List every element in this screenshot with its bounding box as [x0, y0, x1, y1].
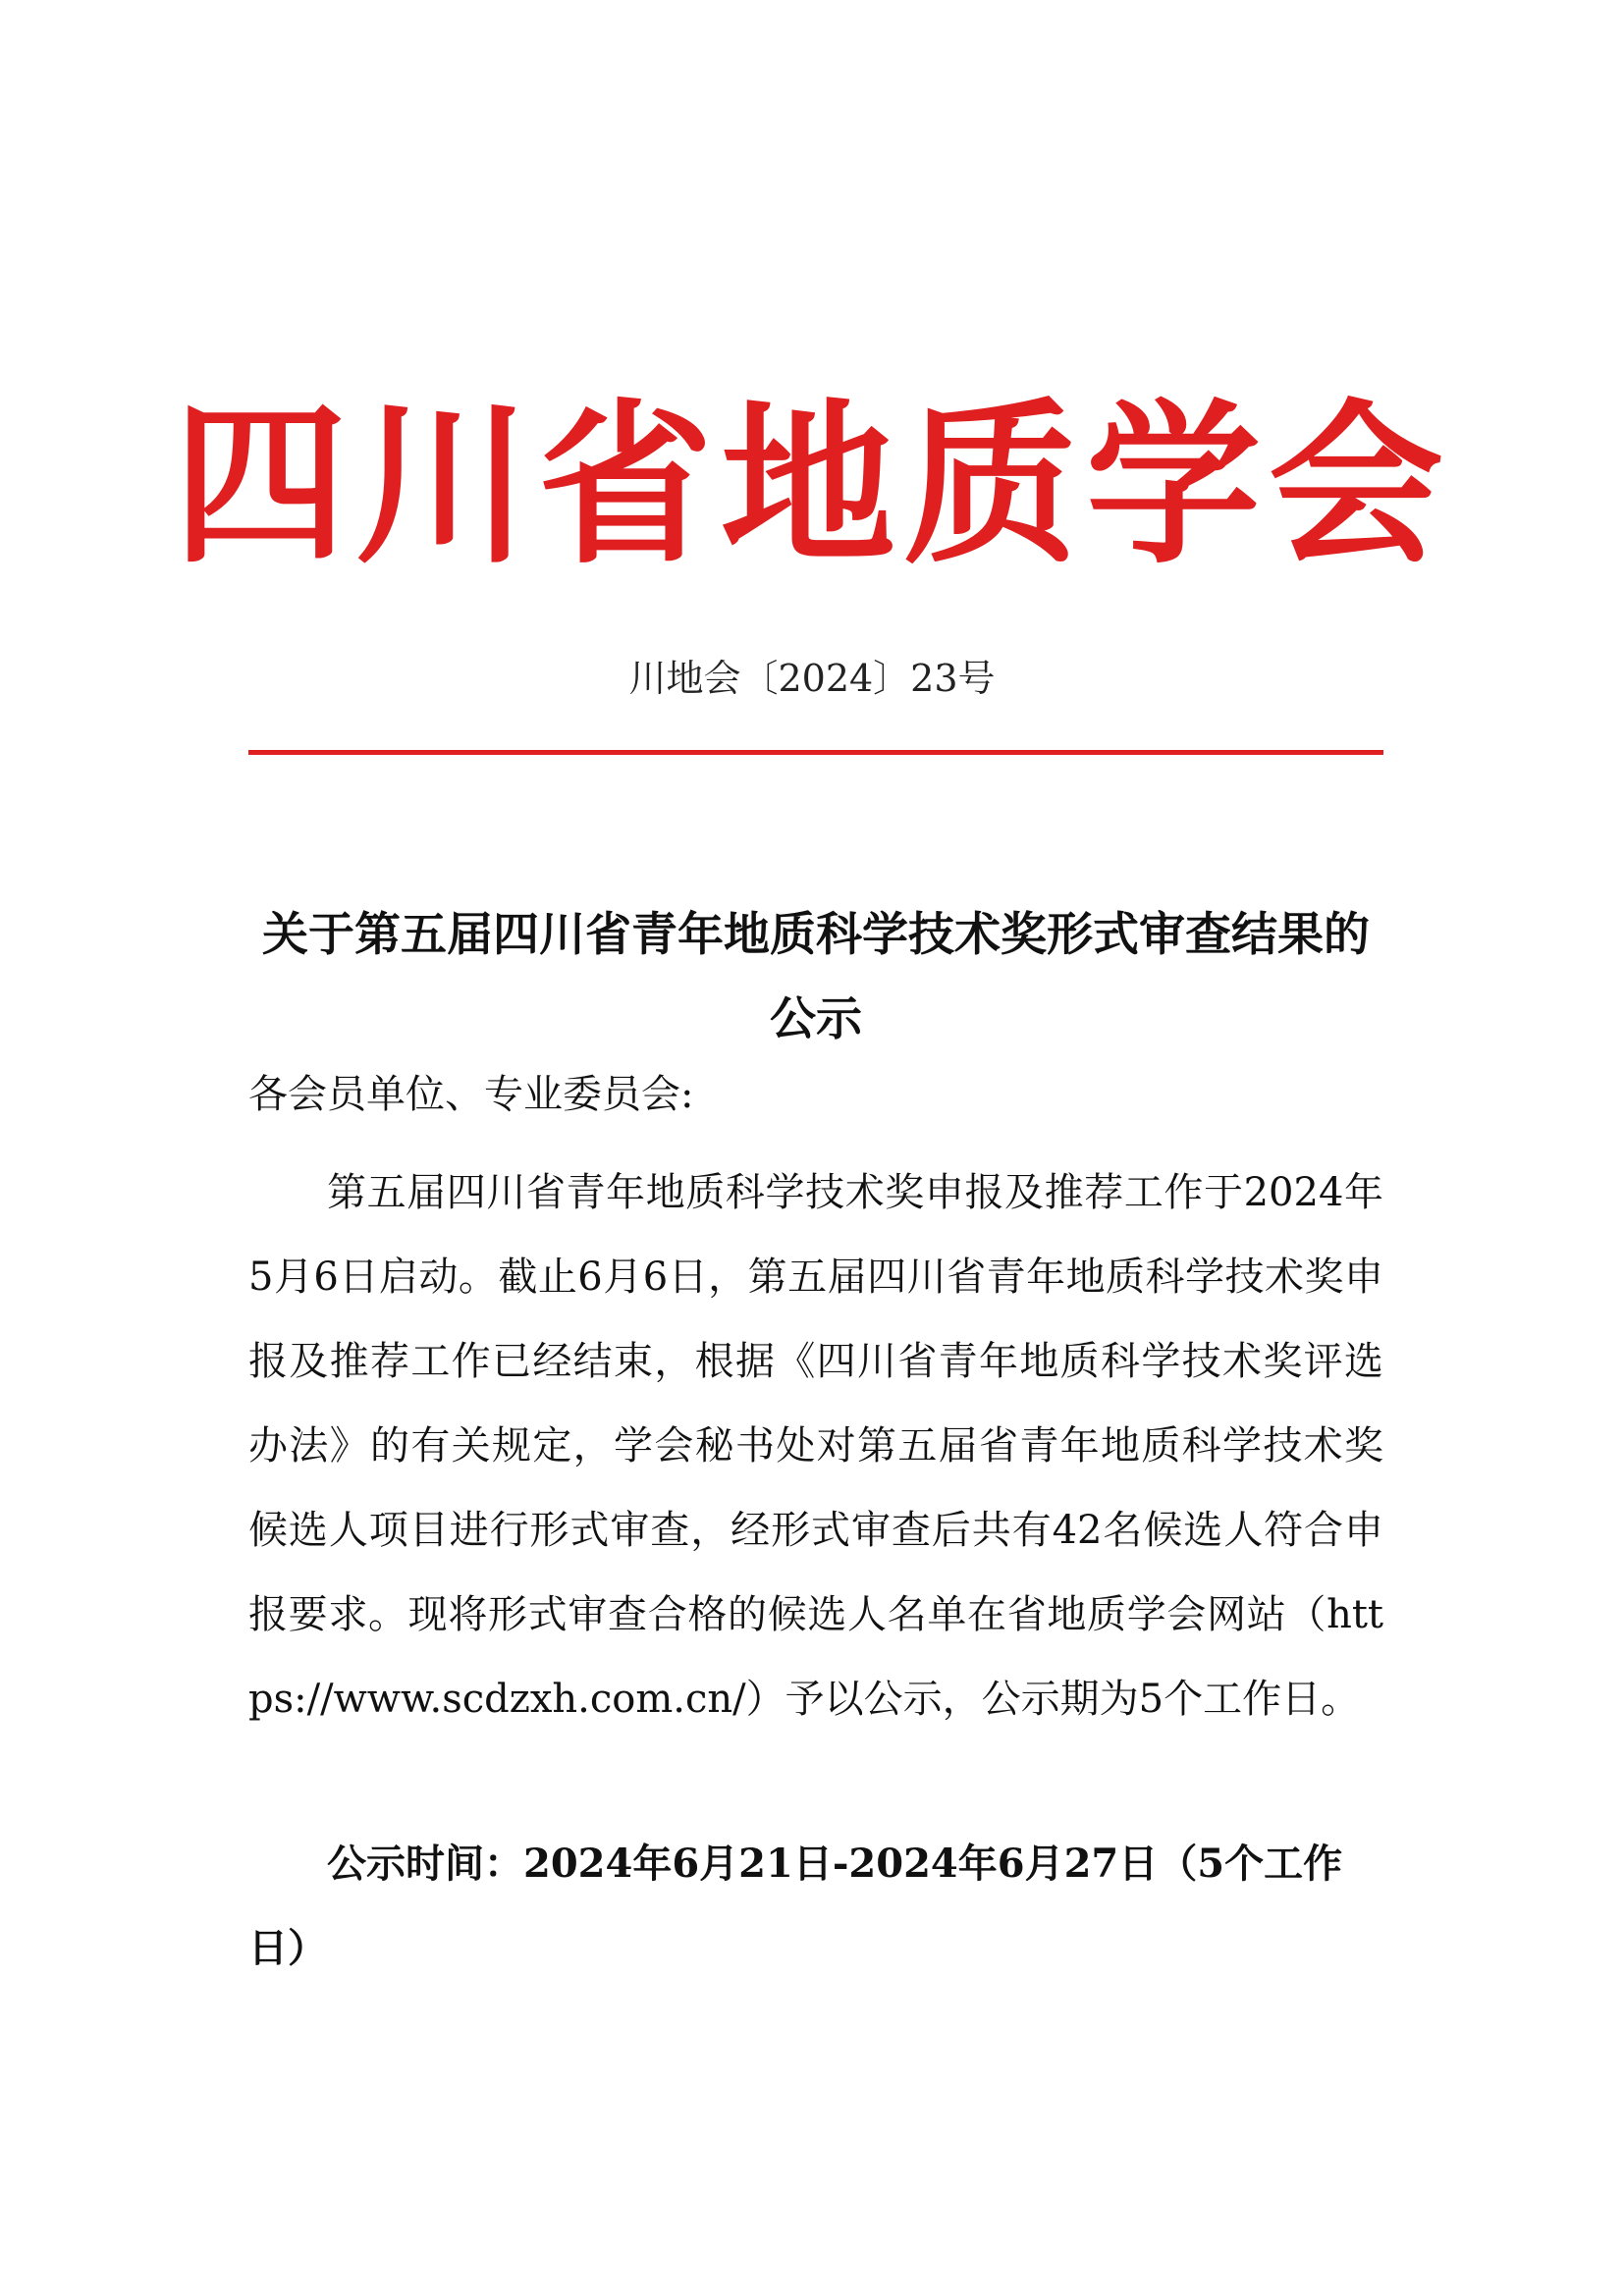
notice-title: 关于第五届四川省青年地质科学技术奖形式审查结果的公示	[262, 908, 1370, 1046]
organization-letterhead: 四川省地质学会	[173, 382, 1451, 587]
notice-body-paragraph: 第五届四川省青年地质科学技术奖申报及推荐工作于2024年5月6日启动。截止6月6日，第五届四川省青年地质科学技术奖申报及推荐工作已经结束，根据《四川省青年地质科学技术奖评选办法》的有关规定，学会秘书处对第五届省青年地质科学技术奖候选人项目进行形式审查，经形式审查后共有42名候选人符合申报要求。现将形式审查合格的候选人名单在省地质学会网站（https://www.scdzxh.com.cn/）予以公示，公示期为5个工作日。	[248, 1170, 1383, 1722]
notice-period: 公示时间：2024年6月21日-2024年6月27日（5个工作日）	[248, 1841, 1343, 1971]
red-divider-line	[248, 750, 1383, 755]
document-number: 川地会〔2024〕23号	[628, 657, 996, 700]
salutation: 各会员单位、专业委员会:	[248, 1072, 694, 1117]
